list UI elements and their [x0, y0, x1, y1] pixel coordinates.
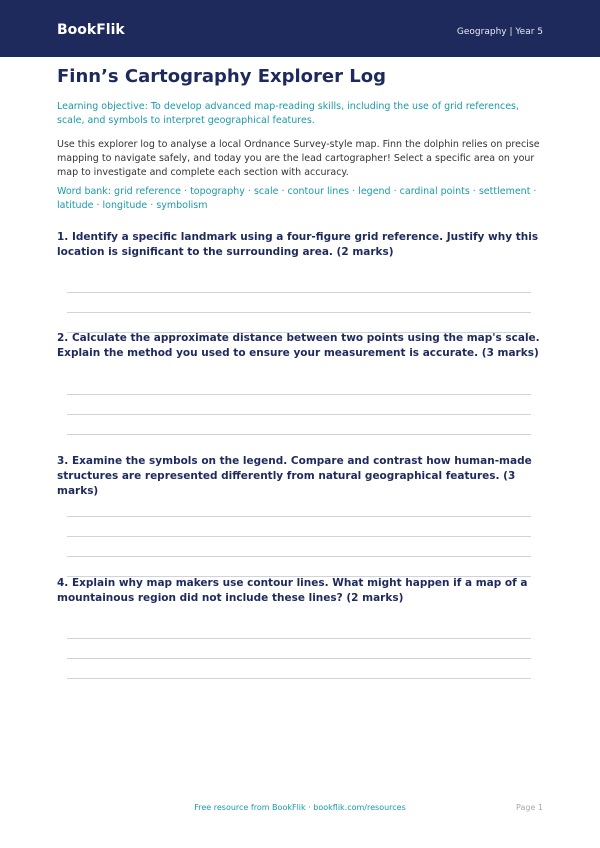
answer-line[interactable] [67, 312, 531, 313]
page-number: Page 1 [516, 803, 543, 812]
word-bank: Word bank: grid reference · topography · scale · contour lines · legend · cardinal points · settlement · latitude · longitude · symbolism [57, 186, 537, 211]
answer-line[interactable] [67, 394, 531, 395]
footer-credit[interactable]: Free resource from BookFlik · bookflik.com/resources [194, 803, 406, 812]
question-3: 3. Examine the symbols on the legend. Compare and contrast how human-made structures are represented differently from natural geographical features. (3 marks) [57, 455, 532, 497]
subject-year-label: Geography | Year 5 [456, 27, 543, 37]
answer-line[interactable] [67, 434, 531, 435]
answer-line[interactable] [67, 556, 531, 557]
learning-objective: Learning objective: To develop advanced map-reading skills, including the use of grid references, scale, and symbols to interpret geographical features. [57, 101, 520, 126]
answer-line[interactable] [67, 536, 531, 537]
question-2: 2. Calculate the approximate distance between two points using the map's scale. Explain the method you used to ensure your measurement is accurate. (3 marks) [57, 332, 540, 359]
intro-paragraph: Use this explorer log to analyse a local Ordnance Survey-style map. Finn the dolphin relies on precise mapping to navigate safely, and today you are the lead cartographer! Select a specific area on your map to investigate and complete each section with accuracy. [57, 139, 540, 178]
worksheet-title: Finn’s Cartography Explorer Log [57, 66, 387, 87]
answer-line[interactable] [67, 516, 531, 517]
answer-line[interactable] [67, 292, 531, 293]
answer-line[interactable] [67, 678, 531, 679]
answer-line[interactable] [67, 414, 531, 415]
header-bar [0, 0, 600, 57]
question-4: 4. Explain why map makers use contour lines. What might happen if a map of a mountainous region did not include these lines? (2 marks) [57, 577, 528, 604]
answer-line[interactable] [67, 638, 531, 639]
brand-logo: BookFlik [57, 22, 125, 38]
answer-line[interactable] [67, 658, 531, 659]
question-1: 1. Identify a specific landmark using a four-figure grid reference. Justify why this location is significant to the surrounding area. (2 marks) [57, 231, 539, 258]
